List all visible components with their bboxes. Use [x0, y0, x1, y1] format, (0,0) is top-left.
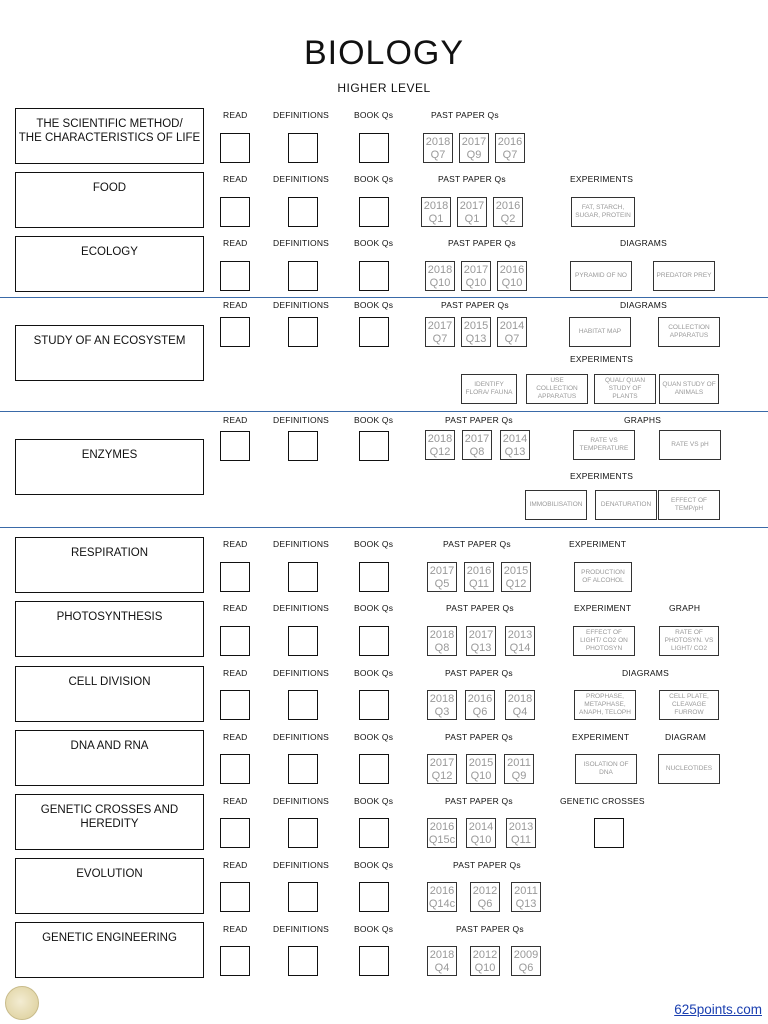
- past-paper-box[interactable]: 2016 Q15c: [427, 818, 457, 848]
- experiments-header: EXPERIMENTS: [570, 354, 634, 364]
- definitions-checkbox[interactable]: [288, 317, 318, 347]
- past-paper-header: PAST PAPER Qs: [443, 539, 511, 549]
- experiment-box[interactable]: FAT, STARCH, SUGAR, PROTEIN: [571, 197, 635, 227]
- experiment-header: EXPERIMENT: [574, 603, 632, 613]
- past-paper-box[interactable]: 2016 Q11: [464, 562, 494, 592]
- definitions-checkbox[interactable]: [288, 882, 318, 912]
- graph-box[interactable]: RATE OF PHOTOSYN. VS LIGHT/ CO2: [659, 626, 719, 656]
- topic-enzymes: ENZYMES: [15, 439, 204, 495]
- read-header: READ: [223, 924, 248, 934]
- page-subtitle: HIGHER LEVEL: [337, 81, 431, 95]
- diagrams-header: DIAGRAMS: [622, 668, 669, 678]
- book-header: BOOK Qs: [354, 732, 394, 742]
- past-paper-box[interactable]: 2016 Q14c: [427, 882, 457, 912]
- graphs-header: GRAPHS: [624, 415, 662, 425]
- past-paper-box[interactable]: 2015 Q12: [501, 562, 531, 592]
- book-header: BOOK Qs: [354, 603, 394, 613]
- past-paper-box[interactable]: 2018 Q7: [423, 133, 453, 163]
- read-checkbox[interactable]: [220, 946, 250, 976]
- past-paper-box[interactable]: 2011 Q9: [504, 754, 534, 784]
- experiment-box[interactable]: EFFECT OF LIGHT/ CO2 ON PHOTOSYN: [573, 626, 635, 656]
- definitions-checkbox[interactable]: [288, 261, 318, 291]
- diagram-box[interactable]: CELL PLATE, CLEAVAGE FURROW: [659, 690, 719, 720]
- experiment-box[interactable]: ISOLATION OF DNA: [575, 754, 637, 784]
- experiment-header: EXPERIMENT: [572, 732, 630, 742]
- footer-link[interactable]: 625points.com: [674, 1002, 762, 1017]
- genetic-crosses-checkbox[interactable]: [594, 818, 624, 848]
- past-paper-header: PAST PAPER Qs: [445, 796, 513, 806]
- graph-box[interactable]: RATE VS TEMPERATURE: [573, 430, 635, 460]
- definitions-header: DEFINITIONS: [273, 924, 330, 934]
- past-paper-header: PAST PAPER Qs: [453, 860, 521, 870]
- topic-cell-division: CELL DIVISION: [15, 666, 204, 722]
- page-title: BIOLOGY: [303, 34, 465, 72]
- book-checkbox[interactable]: [359, 261, 389, 291]
- definitions-checkbox[interactable]: [288, 754, 318, 784]
- book-checkbox[interactable]: [359, 818, 389, 848]
- definitions-checkbox[interactable]: [288, 690, 318, 720]
- past-paper-box[interactable]: 2018 Q4: [427, 946, 457, 976]
- past-paper-header: PAST PAPER Qs: [431, 110, 499, 120]
- read-header: READ: [223, 796, 248, 806]
- past-paper-box[interactable]: 2017 Q1: [457, 197, 487, 227]
- book-header: BOOK Qs: [354, 238, 394, 248]
- past-paper-header: PAST PAPER Qs: [446, 603, 514, 613]
- definitions-checkbox[interactable]: [288, 197, 318, 227]
- past-paper-box[interactable]: 2017 Q9: [459, 133, 489, 163]
- past-paper-box[interactable]: 2012 Q6: [470, 882, 500, 912]
- past-paper-box[interactable]: 2016 Q7: [495, 133, 525, 163]
- read-checkbox[interactable]: [220, 562, 250, 592]
- read-header: READ: [223, 238, 248, 248]
- book-checkbox[interactable]: [359, 317, 389, 347]
- past-paper-box[interactable]: 2012 Q10: [470, 946, 500, 976]
- past-paper-box[interactable]: 2017 Q12: [427, 754, 457, 784]
- topic-photosynthesis: PHOTOSYNTHESIS: [15, 601, 204, 657]
- read-checkbox[interactable]: [220, 626, 250, 656]
- topic-evolution: EVOLUTION: [15, 858, 204, 914]
- book-header: BOOK Qs: [354, 174, 394, 184]
- book-header: BOOK Qs: [354, 539, 394, 549]
- book-checkbox[interactable]: [359, 946, 389, 976]
- section-divider: [0, 411, 768, 412]
- definitions-header: DEFINITIONS: [273, 860, 330, 870]
- past-paper-box[interactable]: 2011 Q13: [511, 882, 541, 912]
- past-paper-box[interactable]: 2018 Q1: [421, 197, 451, 227]
- experiment-box[interactable]: QUAL/ QUAN STUDY OF PLANTS: [594, 374, 656, 404]
- diagram-box[interactable]: PYRAMID OF NO: [570, 261, 632, 291]
- logo-stamp-icon: [5, 986, 39, 1020]
- diagram-box[interactable]: PROPHASE, METAPHASE, ANAPH, TELOPH: [574, 690, 636, 720]
- definitions-checkbox[interactable]: [288, 562, 318, 592]
- experiment-box[interactable]: DENATURATION: [595, 490, 657, 520]
- experiment-box[interactable]: IMMOBILISATION: [525, 490, 587, 520]
- experiment-box[interactable]: EFFECT OF TEMP/pH: [658, 490, 720, 520]
- book-header: BOOK Qs: [354, 415, 394, 425]
- diagram-box[interactable]: COLLECTION APPARATUS: [658, 317, 720, 347]
- past-paper-header: PAST PAPER Qs: [448, 238, 516, 248]
- topic-dna-and-rna: DNA AND RNA: [15, 730, 204, 786]
- definitions-checkbox[interactable]: [288, 626, 318, 656]
- topic-genetic-engineering: GENETIC ENGINEERING: [15, 922, 204, 978]
- past-paper-box[interactable]: 2017 Q10: [461, 261, 491, 291]
- book-header: BOOK Qs: [354, 110, 394, 120]
- experiment-header: EXPERIMENT: [569, 539, 627, 549]
- experiment-box[interactable]: IDENTIFY FLORA/ FAUNA: [461, 374, 517, 404]
- definitions-header: DEFINITIONS: [273, 603, 330, 613]
- definitions-header: DEFINITIONS: [273, 668, 330, 678]
- read-header: READ: [223, 110, 248, 120]
- definitions-header: DEFINITIONS: [273, 415, 330, 425]
- past-paper-header: PAST PAPER Qs: [438, 174, 506, 184]
- book-checkbox[interactable]: [359, 431, 389, 461]
- past-paper-box[interactable]: 2017 Q7: [425, 317, 455, 347]
- read-checkbox[interactable]: [220, 197, 250, 227]
- read-header: READ: [223, 174, 248, 184]
- past-paper-header: PAST PAPER Qs: [445, 732, 513, 742]
- diagrams-header: DIAGRAMS: [620, 238, 667, 248]
- read-header: READ: [223, 668, 248, 678]
- read-header: READ: [223, 539, 248, 549]
- read-checkbox[interactable]: [220, 133, 250, 163]
- book-header: BOOK Qs: [354, 300, 394, 310]
- definitions-header: DEFINITIONS: [273, 539, 330, 549]
- read-checkbox[interactable]: [220, 882, 250, 912]
- graph-box[interactable]: RATE VS pH: [659, 430, 721, 460]
- book-header: BOOK Qs: [354, 924, 394, 934]
- book-header: BOOK Qs: [354, 796, 394, 806]
- topic-food: FOOD: [15, 172, 204, 228]
- read-header: READ: [223, 860, 248, 870]
- past-paper-box[interactable]: 2015 Q13: [461, 317, 491, 347]
- definitions-header: DEFINITIONS: [273, 110, 330, 120]
- topic-ecology: ECOLOGY: [15, 236, 204, 292]
- definitions-checkbox[interactable]: [288, 431, 318, 461]
- definitions-header: DEFINITIONS: [273, 174, 330, 184]
- past-paper-box[interactable]: 2015 Q10: [466, 754, 496, 784]
- definitions-checkbox[interactable]: [288, 133, 318, 163]
- diagram-box[interactable]: PREDATOR PREY: [653, 261, 715, 291]
- past-paper-box[interactable]: 2016 Q6: [465, 690, 495, 720]
- past-paper-box[interactable]: 2018 Q10: [425, 261, 455, 291]
- experiment-box[interactable]: USE COLLECTION APPARATUS: [526, 374, 588, 404]
- book-checkbox[interactable]: [359, 562, 389, 592]
- read-checkbox[interactable]: [220, 431, 250, 461]
- definitions-header: DEFINITIONS: [273, 796, 330, 806]
- diagram-header: DIAGRAM: [665, 732, 707, 742]
- read-header: READ: [223, 415, 248, 425]
- experiments-header: EXPERIMENTS: [570, 174, 634, 184]
- book-checkbox[interactable]: [359, 133, 389, 163]
- definitions-header: DEFINITIONS: [273, 238, 330, 248]
- past-paper-box[interactable]: 2014 Q10: [466, 818, 496, 848]
- past-paper-box[interactable]: 2017 Q13: [466, 626, 496, 656]
- diagram-box[interactable]: HABITAT MAP: [569, 317, 631, 347]
- read-checkbox[interactable]: [220, 317, 250, 347]
- past-paper-box[interactable]: 2014 Q13: [500, 430, 530, 460]
- book-checkbox[interactable]: [359, 690, 389, 720]
- past-paper-box[interactable]: 2018 Q12: [425, 430, 455, 460]
- past-paper-box[interactable]: 2018 Q8: [427, 626, 457, 656]
- genetic-crosses-header: GENETIC CROSSES: [560, 796, 645, 806]
- definitions-checkbox[interactable]: [288, 946, 318, 976]
- past-paper-box[interactable]: 2013 Q11: [506, 818, 536, 848]
- past-paper-header: PAST PAPER Qs: [441, 300, 509, 310]
- book-checkbox[interactable]: [359, 626, 389, 656]
- graph-header: GRAPH: [669, 603, 701, 613]
- book-checkbox[interactable]: [359, 197, 389, 227]
- past-paper-header: PAST PAPER Qs: [445, 415, 513, 425]
- past-paper-box[interactable]: 2009 Q6: [511, 946, 541, 976]
- diagram-box[interactable]: NUCLEOTIDES: [658, 754, 720, 784]
- experiments-header: EXPERIMENTS: [570, 471, 634, 481]
- past-paper-box[interactable]: 2018 Q3: [427, 690, 457, 720]
- diagrams-header: DIAGRAMS: [620, 300, 667, 310]
- read-checkbox[interactable]: [220, 754, 250, 784]
- topic-respiration: RESPIRATION: [15, 537, 204, 593]
- past-paper-box[interactable]: 2014 Q7: [497, 317, 527, 347]
- read-checkbox[interactable]: [220, 818, 250, 848]
- topic-genetic-crosses-and-heredity: GENETIC CROSSES AND HEREDITY: [15, 794, 204, 850]
- read-checkbox[interactable]: [220, 690, 250, 720]
- experiment-box[interactable]: PRODUCTION OF ALCOHOL: [574, 562, 632, 592]
- book-checkbox[interactable]: [359, 882, 389, 912]
- section-divider: [0, 297, 768, 298]
- read-checkbox[interactable]: [220, 261, 250, 291]
- read-header: READ: [223, 732, 248, 742]
- past-paper-header: PAST PAPER Qs: [445, 668, 513, 678]
- past-paper-box[interactable]: 2016 Q10: [497, 261, 527, 291]
- past-paper-box[interactable]: 2017 Q8: [462, 430, 492, 460]
- past-paper-box[interactable]: 2017 Q5: [427, 562, 457, 592]
- topic-study-of-an-ecosystem: STUDY OF AN ECOSYSTEM: [15, 325, 204, 381]
- definitions-checkbox[interactable]: [288, 818, 318, 848]
- definitions-header: DEFINITIONS: [273, 300, 330, 310]
- definitions-header: DEFINITIONS: [273, 732, 330, 742]
- book-header: BOOK Qs: [354, 668, 394, 678]
- read-header: READ: [223, 300, 248, 310]
- topic-scientific-method: THE SCIENTIFIC METHOD/ THE CHARACTERISTICS OF LIFE: [15, 108, 204, 164]
- section-divider: [0, 527, 768, 528]
- book-header: BOOK Qs: [354, 860, 394, 870]
- past-paper-box[interactable]: 2018 Q4: [505, 690, 535, 720]
- past-paper-header: PAST PAPER Qs: [456, 924, 524, 934]
- experiment-box[interactable]: QUAN STUDY OF ANIMALS: [659, 374, 719, 404]
- past-paper-box[interactable]: 2013 Q14: [505, 626, 535, 656]
- book-checkbox[interactable]: [359, 754, 389, 784]
- read-header: READ: [223, 603, 248, 613]
- past-paper-box[interactable]: 2016 Q2: [493, 197, 523, 227]
